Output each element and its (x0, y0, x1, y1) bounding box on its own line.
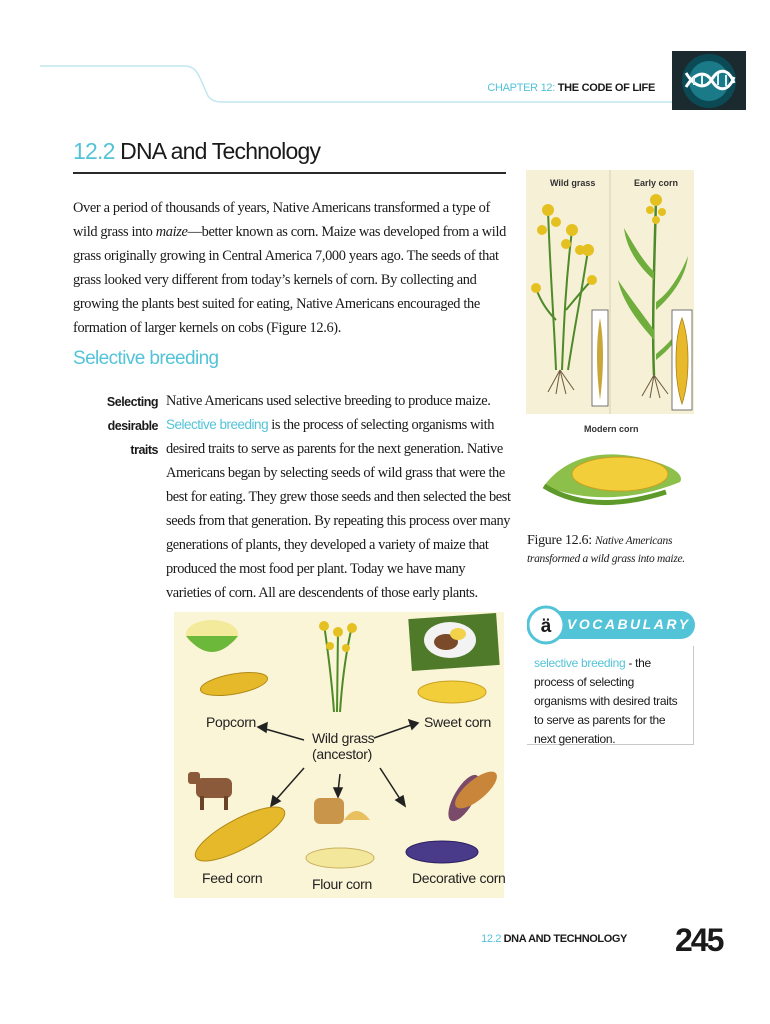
vocabulary-term: selective breeding (534, 656, 626, 670)
chapter-label: CHAPTER 12: (487, 82, 555, 94)
vocabulary-letter-icon: ä (540, 616, 552, 637)
breeding-paragraph (166, 389, 512, 605)
label-popcorn: Popcorn (206, 714, 257, 730)
label-wild-grass-center: Wild grass (312, 730, 375, 746)
chapter-title: THE CODE OF LIFE (557, 82, 655, 94)
label-ancestor: (ancestor) (312, 746, 373, 762)
page-number: 245 (675, 922, 723, 958)
section-title (73, 138, 320, 165)
section-title-text: DNA and Technology (120, 138, 321, 164)
footer-section-number: 12.2 (481, 933, 501, 945)
chapter-header (440, 82, 655, 94)
label-decorative-corn: Decorative corn (412, 870, 506, 886)
breeding-term: Selective breeding (166, 417, 269, 432)
subsection-title: Selective breeding (73, 348, 219, 369)
label-flour-corn: Flour corn (312, 876, 373, 892)
figure-wild-grass-early-corn (526, 170, 694, 414)
intro-text-2: —better known as corn. Maize was developed from a wild grass originally growing in Central America 7,000 years ago. The seeds of that grass looked very different from today’s kernels of corn. By collecting and growing the plants best suited for eating, Native Americans encouraged the formation of larger kernels on cobs (Figure 12.6). (73, 224, 506, 336)
footer-section-label (440, 933, 627, 945)
label-feed-corn: Feed corn (202, 870, 263, 886)
intro-text-1: Over a period of thousands of years, Native Americans transformed a type of wild grass into (73, 200, 490, 240)
figure-caption (527, 532, 717, 568)
label-modern-corn: Modern corn (584, 424, 639, 434)
breeding-text-1: Native Americans used selective breeding to produce maize. (166, 393, 491, 409)
margin-note-line2: desirable traits (107, 419, 158, 457)
vocabulary-banner (527, 605, 695, 645)
label-wild-grass: Wild grass (550, 178, 596, 188)
figure-caption-label: Figure 12.6: (527, 533, 592, 548)
margin-note-line1: Selecting (106, 395, 158, 409)
figure-caption-text: Native Americans transformed a wild grass into maize. (527, 535, 685, 565)
label-sweet-corn: Sweet corn (424, 714, 492, 730)
vocabulary-definition-text: - the process of selecting organisms with desired traits to serve as parents for the next generation. (534, 656, 678, 746)
title-rule (73, 172, 506, 174)
vocabulary-definition (534, 654, 686, 749)
breeding-text-2: is the process of selecting organisms with desired traits to serve as parents for the next generation. Native Americans began by selecting seeds of wild grass that were the best for eating. They grew those seeds and then selected the best seeds from that generation. By repeating this process over many generations of plants, they developed a variety of maize that produced the most food per plant. Today we have many varieties of corn. All are descendents of those early plants. (166, 417, 511, 601)
margin-note (80, 390, 158, 462)
dna-helix-icon (672, 51, 746, 110)
footer-section-title: DNA AND TECHNOLOGY (503, 933, 627, 945)
intro-italic-maize: maize (155, 224, 188, 240)
section-number: 12.2 (73, 138, 115, 164)
vocabulary-banner-text: VOCABULARY (567, 616, 691, 632)
label-early-corn: Early corn (634, 178, 679, 188)
figure-modern-corn (526, 416, 694, 524)
intro-paragraph (73, 196, 513, 340)
corn-varieties-diagram (174, 612, 504, 898)
